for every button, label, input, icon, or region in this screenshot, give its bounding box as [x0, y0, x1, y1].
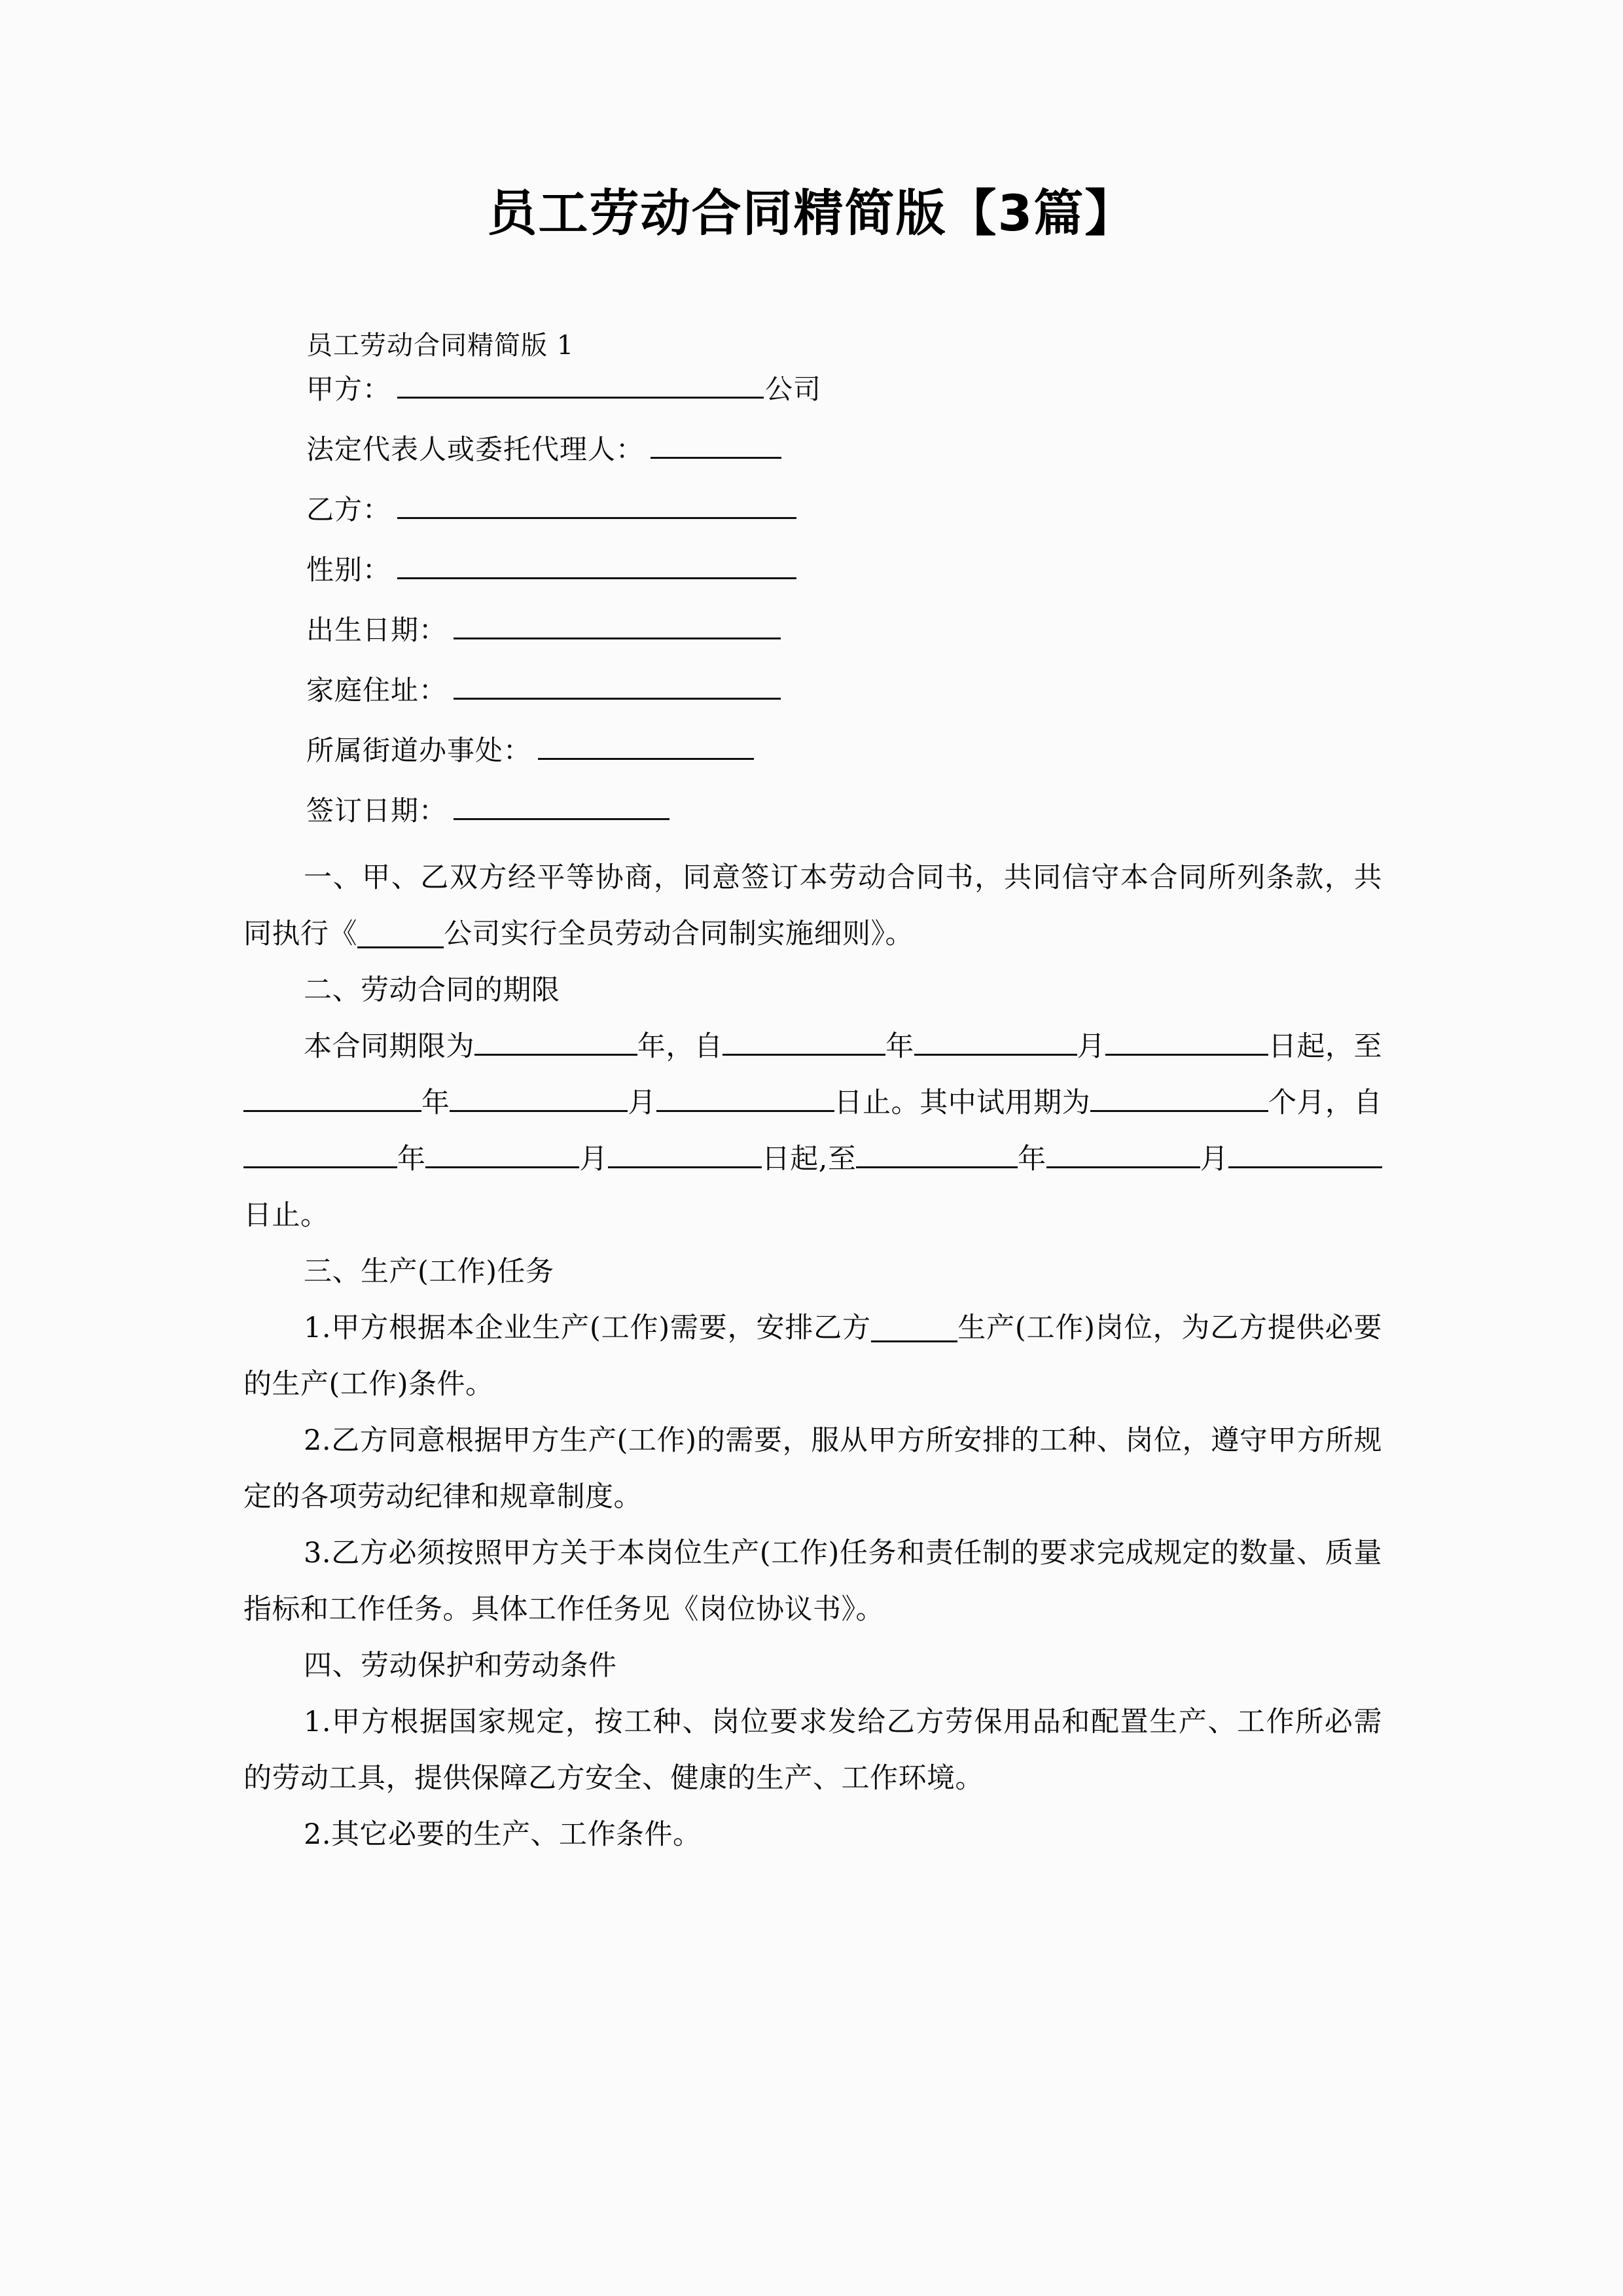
term-line-3-blank-probation-start-year[interactable]	[243, 1139, 397, 1168]
field-blank-signing-date[interactable]	[454, 789, 669, 820]
field-blank-street-office[interactable]	[538, 729, 754, 760]
clause-one-blank-company[interactable]	[357, 918, 444, 948]
term-line-3-s5: 月	[1200, 1143, 1229, 1175]
term-line-1-s2: 年，自	[637, 1030, 723, 1063]
item-3-1-text-before: 1.甲方根据本企业生产(工作)需要，安排乙方	[304, 1312, 871, 1344]
term-line-3-s3: 日起,至	[761, 1143, 857, 1175]
item-3-3-paragraph: 3.乙方必须按照甲方关于本岗位生产(工作)任务和责任制的要求完成规定的数量、质量指标和工作任务。具体工作任务见《岗位协议书》。	[243, 1537, 1382, 1626]
term-line-3	[243, 1131, 1382, 1187]
item-3-1-text-after: 生产(工作)岗位，为乙方提供必要的生产(工作)条件。	[243, 1312, 1383, 1401]
document-subtitle: 员工劳动合同精简版 1	[306, 331, 575, 361]
term-line-3-s4: 年	[1018, 1143, 1046, 1175]
form-row-party-a	[306, 368, 1382, 428]
item-3-1-blank-position[interactable]	[871, 1312, 957, 1342]
clause-one-text-after: 公司实行全员劳动合同制实施细则》。	[444, 918, 914, 950]
heading-section-four: 四、劳动保护和劳动条件	[304, 1649, 617, 1682]
term-line-3-blank-probation-end-year[interactable]	[856, 1139, 1018, 1168]
item-3-2-paragraph: 2.乙方同意根据甲方生产(工作)的需要，服从甲方所安排的工种、岗位，遵守甲方所规定的各项劳动纪律和规章制度。	[243, 1424, 1382, 1513]
term-line-3-blank-probation-start-month[interactable]	[425, 1139, 579, 1168]
term-line-2-blank-end-month[interactable]	[450, 1083, 628, 1112]
term-line-2-blank-probation-months[interactable]	[1090, 1083, 1268, 1112]
term-line-2-blank-end-day[interactable]	[656, 1083, 834, 1112]
item-4-1-paragraph: 1.甲方根据国家规定，按工种、岗位要求发给乙方劳保用品和配置生产、工作所必需的劳动工具，提供保障乙方安全、健康的生产、工作环境。	[243, 1706, 1382, 1795]
field-blank-gender[interactable]	[397, 548, 796, 579]
term-line-2	[243, 1075, 1382, 1131]
term-line-1-s4: 月	[1077, 1030, 1106, 1063]
term-line-2-s3: 日止。其中试用期为	[834, 1086, 1091, 1119]
term-line-1	[243, 1018, 1382, 1075]
term-line-2-s4: 个月，自	[1268, 1086, 1382, 1119]
term-line-1-s5: 日起，至	[1268, 1030, 1382, 1063]
term-line-1-blank-start-year[interactable]	[722, 1026, 885, 1056]
term-line-2-s2: 月	[628, 1086, 656, 1119]
clause-one-text-before: 一、甲、乙双方经平等协商，同意签订本劳动合同书，共同信守本合同所列条款，共同执行《	[243, 861, 1382, 950]
field-blank-party-b[interactable]	[397, 488, 796, 519]
form-row-birth-date	[306, 609, 1382, 669]
form-row-party-b	[306, 488, 1382, 548]
item-3-1-paragraph	[243, 1300, 1382, 1412]
item-4-2-paragraph: 2.其它必要的生产、工作条件。	[304, 1818, 702, 1851]
term-line-2-s1: 年	[421, 1086, 450, 1119]
document-body	[243, 332, 1382, 1863]
field-label-legal-representative: 法定代表人或委托代理人：	[306, 433, 645, 465]
heading-section-two: 二、劳动合同的期限	[304, 974, 560, 1007]
field-blank-birth-date[interactable]	[454, 609, 781, 639]
term-line-1-blank-start-month[interactable]	[914, 1026, 1077, 1056]
clause-one-paragraph	[243, 850, 1382, 962]
form-row-home-address	[306, 669, 1382, 729]
term-line-2-blank-end-year[interactable]	[243, 1083, 421, 1112]
heading-section-three: 三、生产(工作)任务	[304, 1255, 554, 1288]
field-label-home-address: 家庭住址：	[306, 674, 448, 706]
term-line-3-s2: 月	[579, 1143, 608, 1175]
field-label-signing-date: 签订日期：	[306, 795, 448, 827]
form-row-signing-date	[306, 789, 1382, 850]
field-blank-legal-representative[interactable]	[651, 428, 781, 459]
field-blank-home-address[interactable]	[454, 669, 781, 700]
field-label-party-a: 甲方：	[306, 373, 391, 405]
term-line-4: 日止。	[243, 1199, 329, 1232]
term-line-3-blank-probation-start-day[interactable]	[608, 1139, 762, 1168]
field-label-street-office: 所属街道办事处：	[306, 734, 532, 766]
form-row-gender	[306, 548, 1382, 609]
term-line-3-s1: 年	[397, 1143, 426, 1175]
field-label-birth-date: 出生日期：	[306, 614, 448, 646]
field-label-party-b: 乙方：	[306, 493, 391, 526]
field-blank-party-a[interactable]	[397, 368, 764, 399]
field-tail-party-a: 公司	[765, 373, 822, 405]
term-line-1-blank-start-day[interactable]	[1105, 1026, 1268, 1056]
term-line-3-blank-probation-end-month[interactable]	[1046, 1139, 1200, 1168]
term-line-1-s3: 年	[885, 1030, 914, 1063]
term-line-1-s1: 本合同期限为	[304, 1030, 474, 1063]
field-label-gender: 性别：	[306, 554, 391, 586]
form-row-street-office	[306, 729, 1382, 789]
page-title: 员工劳动合同精简版【3篇】	[487, 184, 1136, 242]
form-row-legal-representative	[306, 428, 1382, 488]
term-line-3-blank-probation-end-day[interactable]	[1228, 1139, 1382, 1168]
term-line-1-blank-years[interactable]	[474, 1026, 637, 1056]
